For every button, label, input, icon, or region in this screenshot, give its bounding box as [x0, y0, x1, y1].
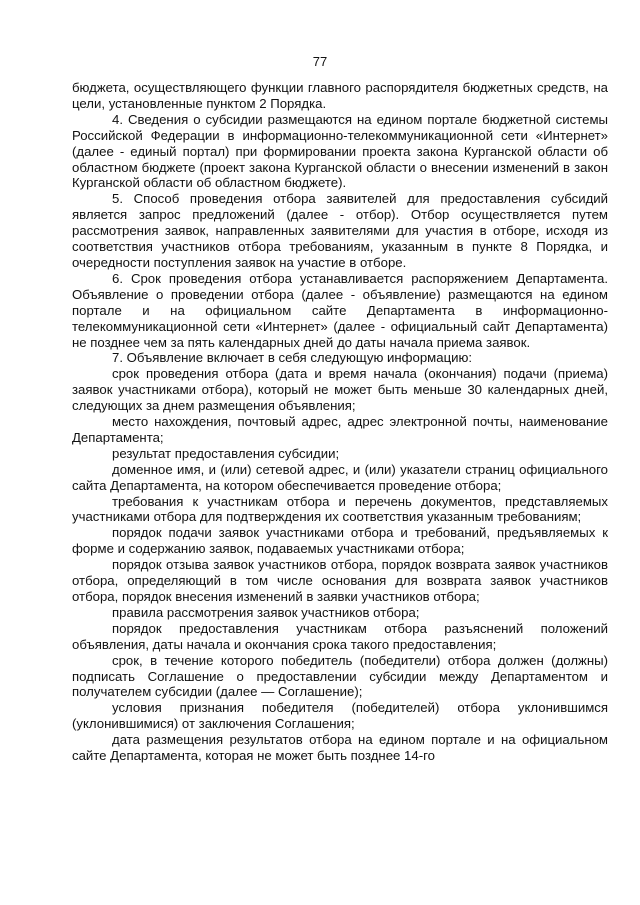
- paragraph: условия признания победителя (победителей) отбора уклонившимся (уклонившимися) от заключения Соглашения;: [72, 700, 608, 732]
- paragraph: требования к участникам отбора и перечень документов, представляемых участниками отбора для подтверждения их соответствия указанным требованиям;: [72, 493, 608, 525]
- paragraph: доменное имя, и (или) сетевой адрес, и (или) указатели страниц официального сайта Департамента, на котором обеспечивается проведение отбора;: [72, 461, 608, 493]
- paragraph: 6. Срок проведения отбора устанавливается распоряжением Департамента. Объявление о проведении отбора (далее - объявление) размещаются на едином портале и на официальном сайте Департамента в информационно-телекоммуникационной сети «Интернет» (далее - официальный сайт Департамента) не позднее чем за пять календарных дней до даты начала приема заявок.: [72, 270, 608, 350]
- paragraph: 5. Способ проведения отбора заявителей для предоставления субсидий является запрос предложений (далее - отбор). Отбор осуществляется путем рассмотрения заявок, направленных заявителями для участия в отборе, исходя из соответствия участников отбора требованиям, указанным в пункте 8 Порядка, и очередности поступления заявок на участие в отборе.: [72, 191, 608, 270]
- paragraph: бюджета, осуществляющего функции главного распорядителя бюджетных средств, на цели, установленные пунктом 2 Порядка.: [72, 80, 608, 111]
- paragraph: порядок отзыва заявок участников отбора, порядок возврата заявок участников отбора, определяющий в том числе основания для возврата заявок участников отбора, порядок внесения изменений в заявки участников отбора;: [72, 557, 608, 604]
- page-number: 77: [312, 54, 328, 69]
- paragraph: результат предоставления субсидии;: [112, 445, 340, 461]
- paragraph: место нахождения, почтовый адрес, адрес электронной почты, наименование Департамента;: [72, 414, 608, 445]
- paragraph: порядок подачи заявок участниками отбора и требований, предъявляемых к форме и содержанию заявок, подаваемых участниками отбора;: [72, 525, 608, 557]
- paragraph: 4. Сведения о субсидии размещаются на едином портале бюджетной системы Российской Федерации в информационно-телекоммуникационной сети «Интернет» (далее - единый портал) при формировании проекта закона Курганской области об областном бюджете (проект закона Курганской области о внесении изменений в закон Курганской области об областном бюджете).: [72, 111, 608, 191]
- document-body: [72, 80, 608, 764]
- paragraph: правила рассмотрения заявок участников отбора;: [112, 604, 420, 620]
- paragraph: порядок предоставления участникам отбора разъяснений положений объявления, даты начала и окончания срока такого предоставления;: [72, 620, 608, 652]
- paragraph: 7. Объявление включает в себя следующую информацию:: [112, 350, 473, 366]
- paragraph: срок, в течение которого победитель (победители) отбора должен (должны) подписать Соглашение о предоставлении субсидии между Департаментом и получателем субсидии (далее — Соглашение);: [72, 652, 608, 700]
- paragraph: срок проведения отбора (дата и время начала (окончания) подачи (приема) заявок участниками отбора), который не может быть меньше 30 календарных дней, следующих за днем размещения объявления;: [72, 366, 608, 414]
- paragraph: дата размещения результатов отбора на едином портале и на официальном сайте Департамента, которая не может быть позднее 14-го: [72, 732, 608, 764]
